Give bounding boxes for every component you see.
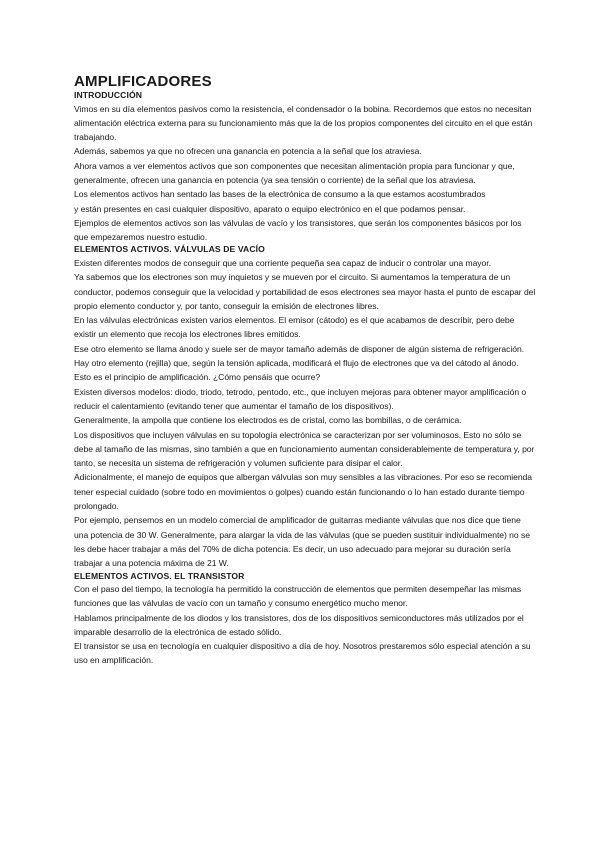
section-el-transistor	[74, 571, 536, 668]
paragraph: y están presentes en casi cualquier dispositivo, aparato o equipo electrónico en el que podamos pensar.	[74, 203, 466, 214]
paragraph: Con el paso del tiempo, la tecnología ha permitido la construcción de elementos que permiten desempeñar las mismas funciones que las válvulas de vacío con un tamaño y consumo energético mucho menor.	[74, 584, 522, 609]
section-heading: INTRODUCCIÓN	[74, 90, 143, 100]
paragraph: En las válvulas electrónicas existen varios elementos. El emisor (cátodo) es el que acabamos de describir, pero debe existir un elemento que recoja los electrones libres emitidos.	[74, 315, 515, 340]
paragraph: Vimos en su día elementos pasivos como la resistencia, el condensador o la bobina. Recordemos que estos no necesitan alimentación eléctrica externa para su funcionamiento más que la de los propios componentes del circuito en el que están trabajando.	[74, 103, 533, 143]
paragraph: Esto es el principio de amplificación. ¿Cómo pensáis que ocurre?	[74, 372, 321, 383]
paragraph: Los dispositivos que incluyen válvulas en su topología electrónica se caracterizan por ser voluminosos. Esto no sólo se debe al tamaño de las mismas, sino también a que en funcionamiento aumentan considerablemente de temperatura y, por tanto, se necesita un sistema de refrigeración y volumen suficiente para disipar el calor.	[74, 429, 535, 469]
paragraph: Ejemplos de elementos activos son las válvulas de vacío y los transistores, que serán los componentes básicos por los que empezaremos nuestro estudio.	[74, 217, 522, 243]
section-heading: ELEMENTOS ACTIVOS. VÁLVULAS DE VACÍO	[74, 244, 265, 255]
paragraph: Existen diversos modelos: diodo, triodo, tetrodo, pentodo, etc., que incluyen mejoras para obtener mayor amplificación o reducir el calentamiento (evitando tener que aumentar el tamaño de los dispositivos).	[74, 386, 527, 411]
document-title: AMPLIFICADORES	[74, 73, 212, 90]
paragraph: Ya sabemos que los electrones son muy inquietos y se mueven por el circuito. Si aumentamos la temperatura de un conductor, podemos conseguir que la velocidad y portabilidad de esos electrones sea mayor hasta el punto de escapar del propio elemento conductor y, por tanto, conseguir la emisión de electrones libres.	[74, 272, 536, 311]
paragraph: Además, sabemos ya que no ofrecen una ganancia en potencia a la señal que los atraviesa.	[74, 146, 422, 157]
paragraph: Ahora vamos a ver elementos activos que son componentes que necesitan alimentación propia para funcionar y que, generalmente, ofrecen una ganancia en potencia (ya sea tensión o corriente) de la señal que los atraviesa.	[74, 160, 515, 185]
section-heading: ELEMENTOS ACTIVOS. EL TRANSISTOR	[74, 570, 245, 581]
paragraph: Hablamos principalmente de los diodos y los transistores, dos de los dispositivos semiconductores más utilizados por el imparable desarrollo de la electrónica de estado sólido.	[74, 612, 524, 637]
paragraph: Por ejemplo, pensemos en un modelo comercial de amplificador de guitarras mediante válvulas que nos dice que tiene una potencia de 30 W. Generalmente, para alargar la vida de las válvulas (que se pueden sustituir individualmente) no se les debe hacer trabajar a más del 70% de dicha potencia. Es decir, un uso adecuado para mejorar su duración sería trabajar a una potencia máxima de 21 W.	[74, 515, 530, 569]
section-valvulas-de-vacio	[74, 244, 536, 570]
paragraph: Generalmente, la ampolla que contiene los electrodos es de cristal, como las bombillas, o de cerámica.	[74, 415, 462, 426]
section-introduccion	[74, 90, 536, 244]
paragraph: Ese otro elemento se llama ánodo y suele ser de mayor tamaño además de disponer de algún sistema de refrigeración. Hay otro elemento (rejilla) que, según la tensión aplicada, modificará el flujo de electrones que va del cátodo al ánodo.	[74, 343, 525, 369]
paragraph: Adicionalmente, el manejo de equipos que albergan válvulas son muy sensibles a las vibraciones. Por eso se recomienda tener especial cuidado (sobre todo en movimientos o golpes) cuando están funcionando o lo han estado durante tiempo prolongado.	[74, 472, 533, 512]
document-page	[74, 74, 536, 668]
paragraph: Los elementos activos han sentado las bases de la electrónica de consumo a la que estamos acostumbrados	[74, 189, 486, 200]
paragraph: Existen diferentes modos de conseguir que una corriente pequeña sea capaz de inducir o controlar una mayor.	[74, 257, 491, 268]
paragraph: El transistor se usa en tecnología en cualquier dispositivo a día de hoy. Nosotros prestaremos sólo especial atención a su uso en amplificación.	[74, 641, 531, 666]
